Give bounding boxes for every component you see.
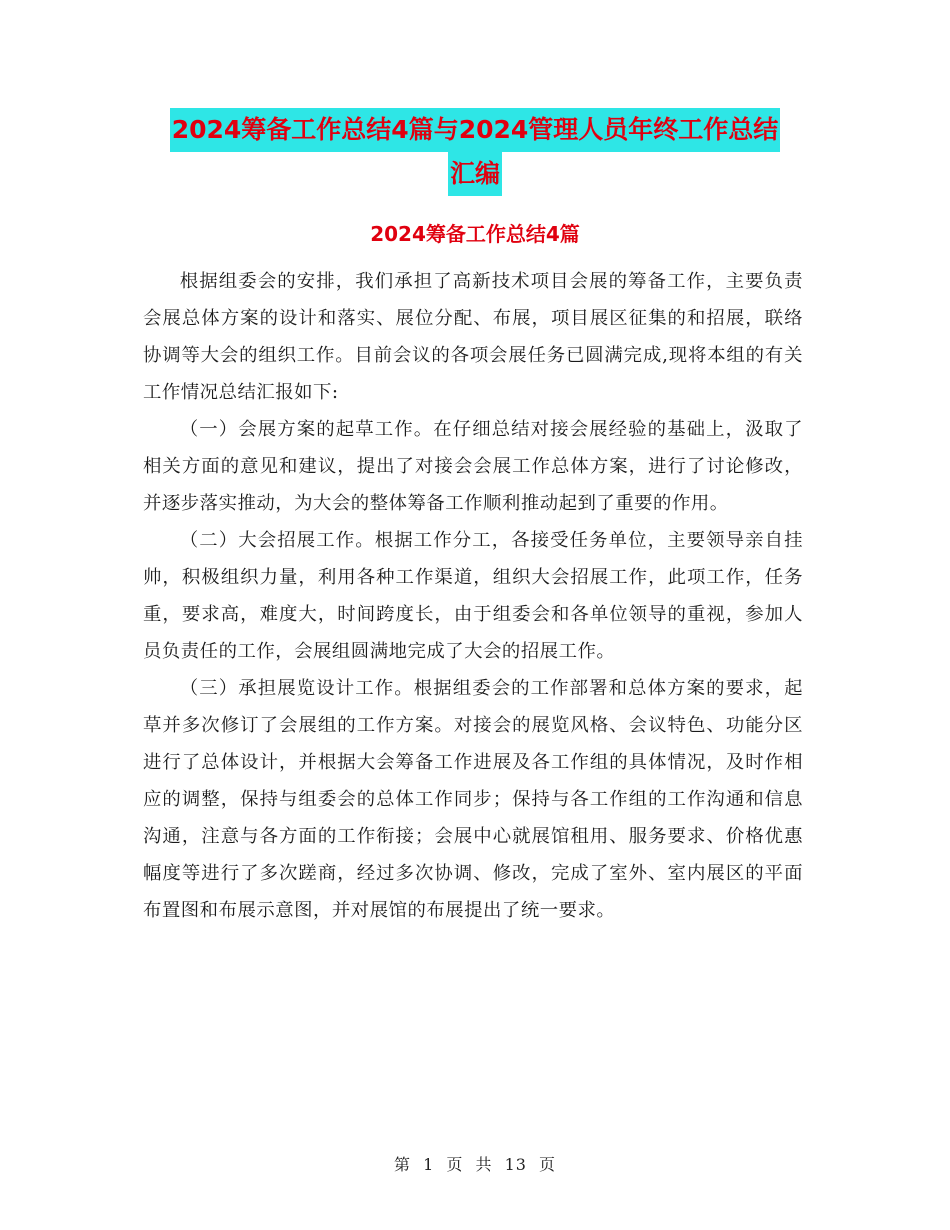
footer-total-word: 共 — [475, 1155, 493, 1174]
paragraph-3: （三）承担展览设计工作。根据组委会的工作部署和总体方案的要求，起草并多次修订了会展组的工作方案。对接会的展览风格、会议特色、功能分区进行了总体设计，并根据大会筹备工作进展及各工作组的具体情况，及时作相应的调整，保持与组委会的总体工作同步；保持与各工作组的工作沟通和信息沟通，注意与各方面的工作衔接；会展中心就展馆租用、服务要求、价格优惠幅度等进行了多次蹉商，经过多次协调、修改，完成了室外、室内展区的平面布置图和布展示意图，并对展馆的布展提出了统一要求。 — [143, 678, 803, 921]
document-title-line-1: 2024筹备工作总结4篇与2024管理人员年终工作总结 — [170, 108, 781, 152]
footer-page-word: 页 — [446, 1155, 464, 1174]
document-title — [0, 108, 950, 196]
paragraph-1: （一）会展方案的起草工作。在仔细总结对接会展经验的基础上，汲取了相关方面的意见和建议，提出了对接会会展工作总体方案，进行了讨论修改，并逐步落实推动，为大会的整体筹备工作顺利推动起到了重要的作用。 — [143, 419, 803, 514]
page-footer — [0, 1152, 950, 1175]
footer-prefix: 第 — [393, 1155, 411, 1174]
section-title: 2024筹备工作总结4篇 — [370, 222, 580, 246]
footer-suffix: 页 — [539, 1155, 557, 1174]
paragraph-2: （二）大会招展工作。根据工作分工，各接受任务单位，主要领导亲自挂帅，积极组织力量，利用各种工作渠道，组织大会招展工作，此项工作，任务重，要求高，难度大，时间跨度长，由于组委会和各单位领导的重视，参加人员负责任的工作，会展组圆满地完成了大会的招展工作。 — [143, 530, 803, 662]
footer-total-pages: 13 — [504, 1155, 527, 1174]
paragraph-intro: 根据组委会的安排，我们承担了高新技术项目会展的筹备工作，主要负责会展总体方案的设计和落实、展位分配、布展，项目展区征集的和招展，联络协调等大会的组织工作。目前会议的各项会展任务已圆满完成,现将本组的有关工作情况总结汇报如下: — [143, 271, 803, 403]
document-title-line-2: 汇编 — [448, 152, 502, 196]
document-body — [143, 263, 803, 929]
footer-current-page: 1 — [423, 1155, 435, 1174]
